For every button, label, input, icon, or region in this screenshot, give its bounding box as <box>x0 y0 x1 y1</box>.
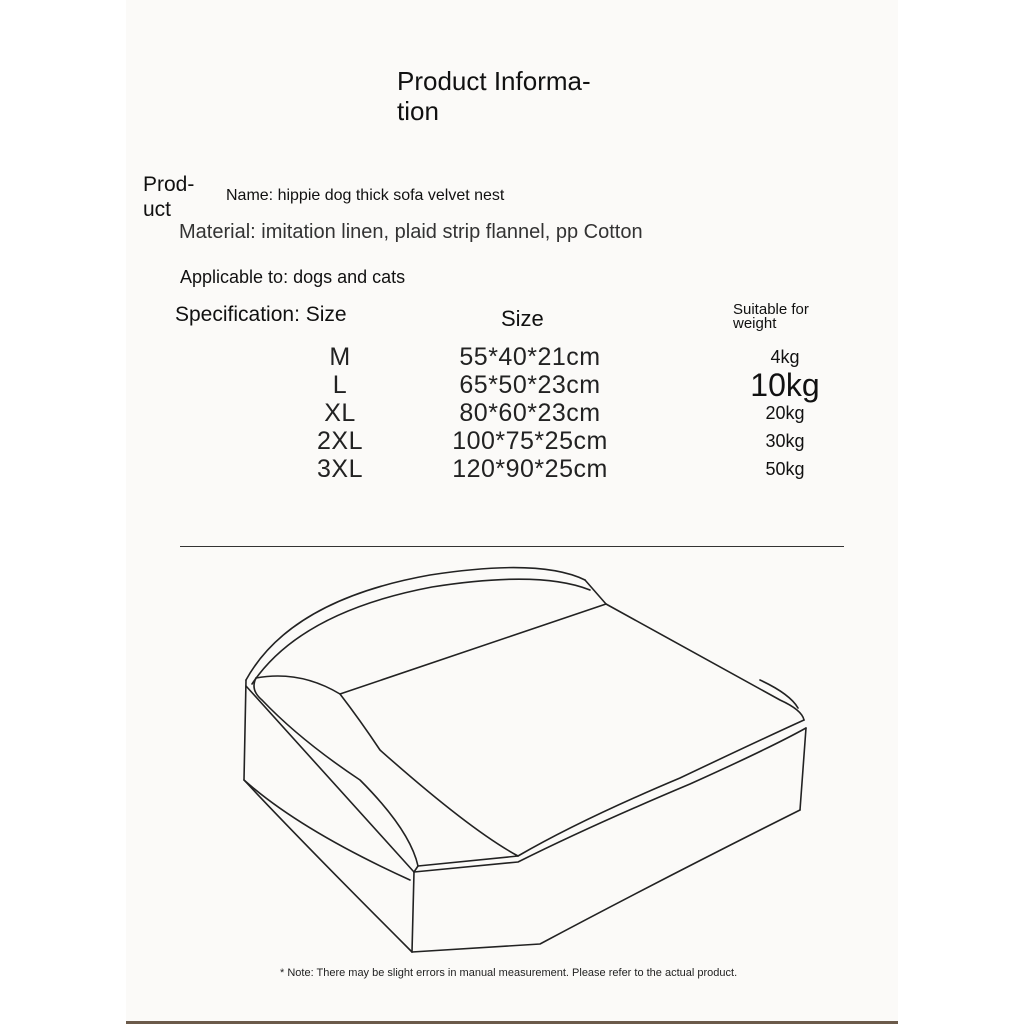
weight-cell: 4kg <box>770 347 800 367</box>
page-title: Product Informa- tion <box>397 66 591 126</box>
weight-cell: 10kg <box>750 367 820 403</box>
table-row <box>0 399 1024 427</box>
weight-column-header: Suitable for weight <box>733 301 809 332</box>
dog-sofa-bed-line-drawing-icon <box>236 560 816 960</box>
table-row <box>0 367 1024 403</box>
weight-cell: 20kg <box>765 403 805 423</box>
product-material: Material: imitation linen, plaid strip flannel, pp Cotton <box>179 221 643 243</box>
table-row <box>0 343 1024 371</box>
specification-label: Specification: Size <box>175 303 347 326</box>
product-applicable: Applicable to: dogs and cats <box>180 267 406 287</box>
weight-cell: 30kg <box>765 431 805 451</box>
size-cell: XL <box>324 399 356 427</box>
size-cell: M <box>329 343 351 371</box>
table-row <box>0 455 1024 483</box>
product-label: Prod- uct <box>143 173 195 221</box>
dimensions-cell: 100*75*25cm <box>452 427 608 455</box>
dimensions-cell: 55*40*21cm <box>459 343 601 371</box>
table-row <box>0 427 1024 455</box>
dimensions-cell: 120*90*25cm <box>452 455 608 483</box>
size-cell: L <box>332 371 348 399</box>
dimensions-cell: 80*60*23cm <box>459 399 601 427</box>
size-column-header: Size <box>501 306 544 331</box>
product-name: Name: hippie dog thick sofa velvet nest <box>226 187 505 204</box>
measurement-note: * Note: There may be slight errors in manual measurement. Please refer to the actual product. <box>280 967 738 979</box>
size-cell: 2XL <box>317 427 363 455</box>
size-cell: 3XL <box>317 455 363 483</box>
section-divider <box>180 546 844 547</box>
dimensions-cell: 65*50*23cm <box>459 371 601 399</box>
weight-cell: 50kg <box>765 459 805 479</box>
